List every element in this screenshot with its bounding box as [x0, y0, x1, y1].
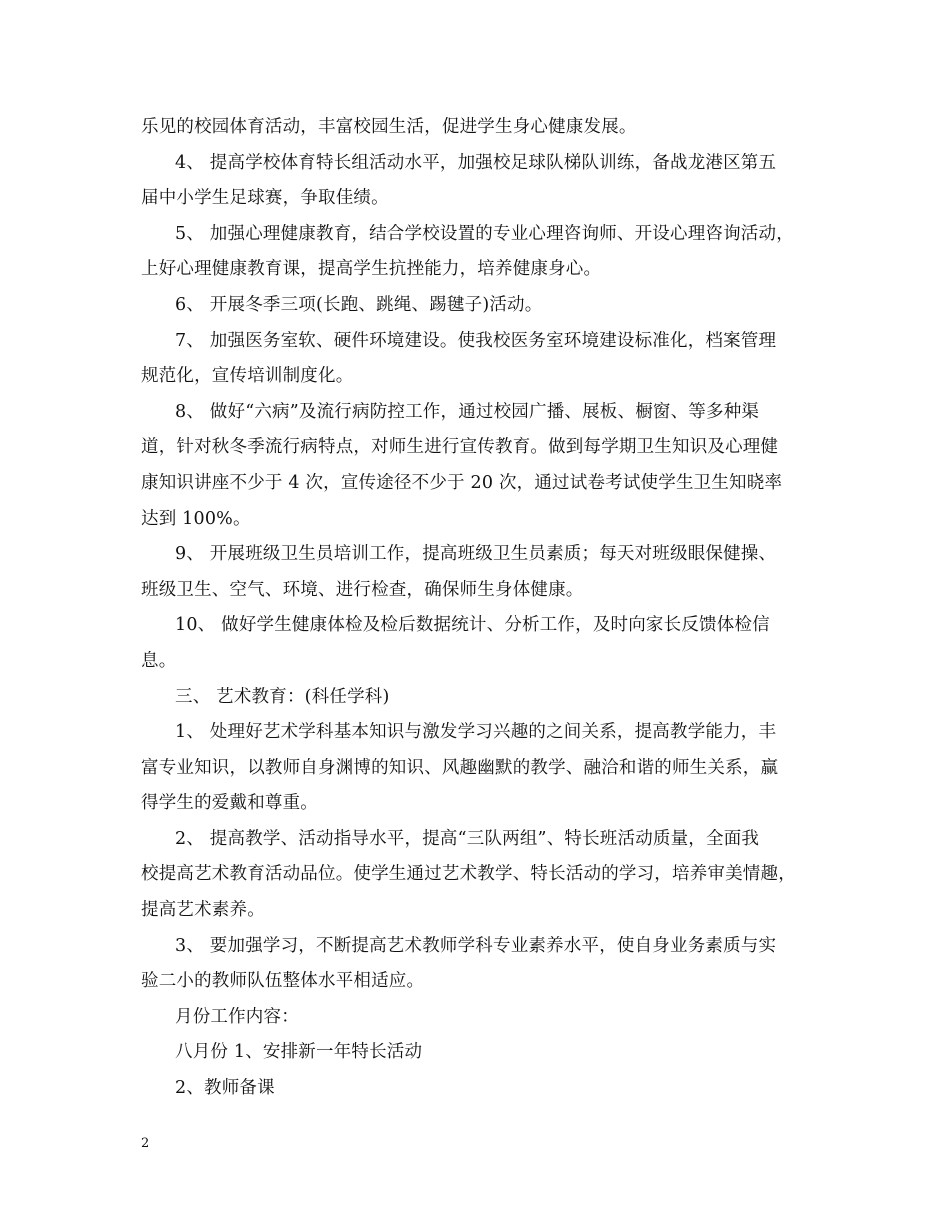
page-number: 2 [141, 1136, 150, 1151]
paragraph-line: 10、 做好学生健康体检及检后数据统计、分析工作，及时向家长反馈体检信 [175, 615, 770, 636]
section-heading: 三、 艺术教育：(科任学科) [175, 686, 390, 707]
paragraph-line: 验二小的教师队伍整体水平相适应。 [141, 971, 425, 992]
paragraph-line: 得学生的爱戴和尊重。 [141, 793, 318, 814]
document-body [141, 110, 811, 1107]
paragraph-line: 校提高艺术教育活动品位。使学生通过艺术教学、特长活动的学习，培养审美情趣， [141, 864, 796, 885]
paragraph-line: 6、 开展冬季三项(长跑、跳绳、踢毽子)活动。 [175, 294, 543, 315]
paragraph-line: 2、 提高教学、活动指导水平，提高“三队两组”、特长班活动质量，全面我 [175, 828, 760, 849]
paragraph-line: 5、 加强心理健康教育，结合学校设置的专业心理咨询师、开设心理咨询活动， [175, 223, 794, 244]
paragraph-line: 富专业知识，以教师自身渊博的知识、风趣幽默的教学、融洽和谐的师生关系，赢 [141, 757, 779, 778]
paragraph-line: 9、 开展班级卫生员培训工作，提高班级卫生员素质；每天对班级眼保健操、 [175, 544, 777, 565]
paragraph-line: 班级卫生、空气、环境、进行检查，确保师生身体健康。 [141, 579, 584, 600]
schedule-item: 八月份 1、安排新一年特长活动 [175, 1042, 423, 1063]
paragraph-line: 1、 处理好艺术学科基本知识与激发学习兴趣的之间关系，提高教学能力，丰 [175, 722, 777, 743]
paragraph-line: 提高艺术素养。 [141, 900, 265, 921]
schedule-item: 2、教师备课 [175, 1078, 275, 1099]
paragraph-line: 3、 要加强学习，不断提高艺术教师学科专业素养水平，使自身业务素质与实 [175, 935, 777, 956]
paragraph-line: 4、 提高学校体育特长组活动水平，加强校足球队梯队训练，备战龙港区第五 [175, 152, 777, 173]
paragraph-line: 达到 100%。 [141, 508, 251, 529]
paragraph-line: 规范化，宣传培训制度化。 [141, 366, 354, 387]
paragraph-line: 7、 加强医务室软、硬件环境建设。使我校医务室环境建设标准化，档案管理 [175, 330, 777, 351]
paragraph-line: 息。 [141, 650, 177, 671]
paragraph-line: 8、 做好“六病”及流行病防控工作，通过校园广播、展板、橱窗、等多种渠 [175, 401, 760, 422]
paragraph-line: 道，针对秋冬季流行病特点，对师生进行宣传教育。做到每学期卫生知识及心理健 [141, 437, 779, 458]
paragraph-line: 乐见的校园体育活动，丰富校园生活，促进学生身心健康发展。 [141, 117, 637, 137]
schedule-heading: 月份工作内容： [175, 1006, 299, 1027]
paragraph-line: 届中小学生足球赛，争取佳绩。 [141, 188, 389, 209]
paragraph-line: 上好心理健康教育课，提高学生抗挫能力，培养健康身心。 [141, 259, 602, 280]
paragraph-line: 康知识讲座不少于 4 次，宣传途径不少于 20 次，通过试卷考试使学生卫生知晓率 [141, 472, 783, 493]
